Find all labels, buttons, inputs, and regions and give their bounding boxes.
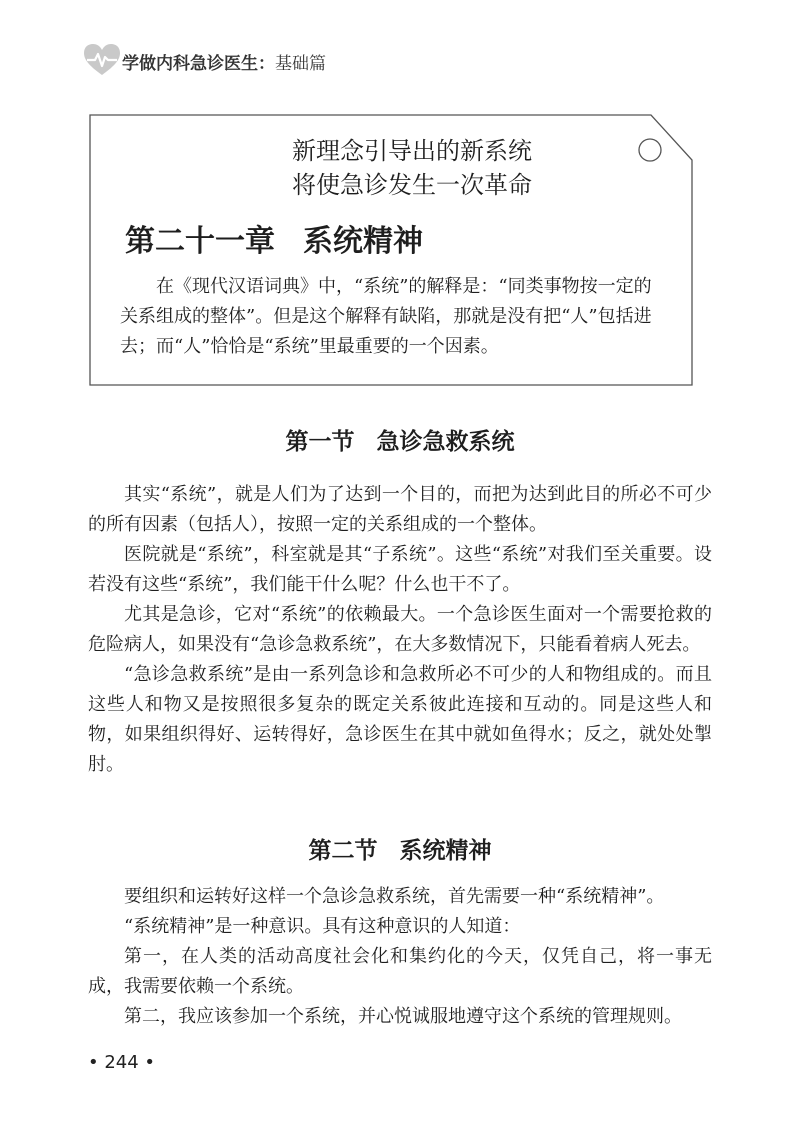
section-2-heading: [0, 832, 800, 865]
book-volume: 基础篇: [275, 54, 326, 74]
paragraph: 第二，我应该参加一个系统，并心悦诚服地遵守这个系统的管理规则。: [124, 1006, 682, 1027]
motto-line-2: 将使急诊发生一次革命: [292, 171, 532, 199]
section-1-heading: [0, 423, 800, 456]
chapter-motto: [292, 134, 572, 202]
section-2-body: [88, 882, 712, 1032]
paragraph: 第一，在人类的活动高度社会化和集约化的今天，仅凭自己，将一事无成，我需要依赖一个系统。: [88, 946, 712, 997]
paragraph: 医院就是“系统”，科室就是其“子系统”。这些“系统”对我们至关重要。设若没有这些“系统”，我们能干什么呢？什么也干不了。: [88, 544, 712, 595]
page-number: • 244 •: [88, 1052, 156, 1073]
chapter-intro-text: 在《现代汉语词典》中，“系统”的解释是：“同类事物按一定的关系组成的整体”。但是这个解释有缺陷，那就是没有把“人”包括进去；而“人”恰恰是“系统”里最重要的一个因素。: [120, 276, 652, 357]
paragraph: “系统精神”是一种意识。具有这种意识的人知道：: [124, 916, 521, 937]
header-text: [122, 49, 326, 74]
section-1-body: [88, 480, 712, 780]
section-2-number: 第二节: [308, 838, 378, 864]
section-1-title: 急诊急救系统: [376, 429, 515, 455]
chapter-intro: [120, 272, 668, 362]
motto-line-1: 新理念引导出的新系统: [292, 137, 532, 165]
paragraph: “急诊急救系统”是由一系列急诊和急救所必不可少的人和物组成的。而且这些人和物又是按照很多复杂的既定关系彼此连接和互动的。同是这些人和物，如果组织得好、运转得好，急诊医生在其中就如鱼得水；反之，就处处掣肘。: [88, 664, 712, 775]
paragraph: 要组织和运转好这样一个急诊急救系统，首先需要一种“系统精神”。: [124, 886, 665, 907]
section-2-title: 系统精神: [399, 838, 492, 864]
running-header: [82, 42, 722, 82]
chapter-name: 系统精神: [303, 224, 423, 259]
chapter-title: [125, 222, 423, 262]
heart-pulse-icon: [82, 42, 122, 78]
section-1-number: 第一节: [285, 429, 355, 455]
paragraph: 尤其是急诊，它对“系统”的依赖最大。一个急诊医生面对一个需要抢救的危险病人，如果没有“急诊急救系统”，在大多数情况下，只能看着病人死去。: [88, 604, 712, 655]
paragraph: 其实“系统”，就是人们为了达到一个目的，而把为达到此目的所必不可少的所有因素（包括人），按照一定的关系组成的一个整体。: [88, 484, 712, 535]
book-title: 学做内科急诊医生：: [122, 54, 275, 74]
chapter-number: 第二十一章: [125, 224, 275, 259]
